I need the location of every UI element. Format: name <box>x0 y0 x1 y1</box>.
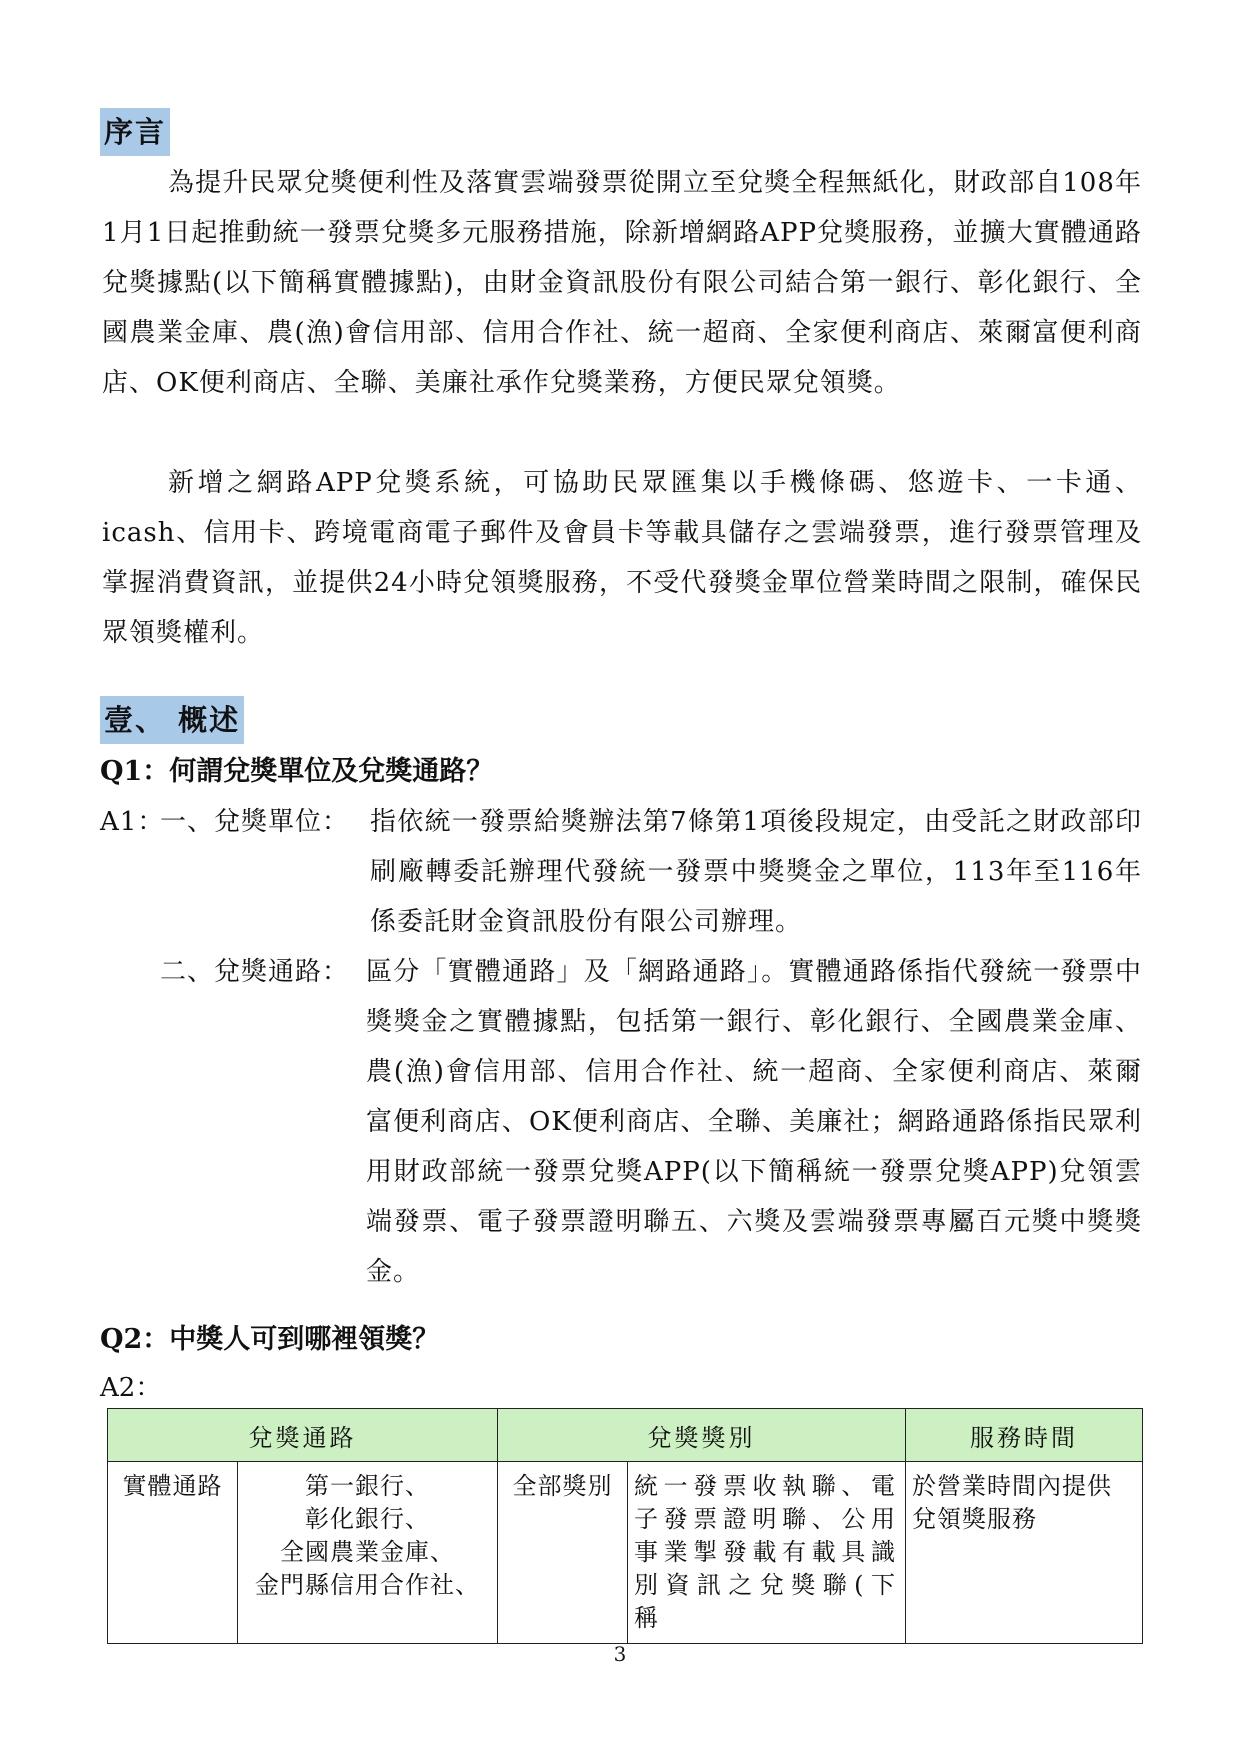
table-header-row <box>108 1409 1143 1462</box>
outlet-item: 彰化銀行、 <box>305 1505 430 1533</box>
header-channel: 兌獎通路 <box>108 1409 498 1462</box>
cell-service-time: 於營業時間內提供兌領獎服務 <box>906 1462 1143 1644</box>
table-row <box>108 1462 1143 1644</box>
redemption-channel-table <box>107 1408 1143 1644</box>
answer-1-item-2-label: 二、兌獎通路： <box>160 957 350 987</box>
cell-outlets <box>238 1462 498 1644</box>
overview-heading-text: 壹、 概述 <box>100 696 244 744</box>
answer-2-label: A2： <box>100 1373 162 1403</box>
preface-heading <box>100 108 170 156</box>
cell-prize-scope: 全部獎別 <box>498 1462 628 1644</box>
answer-1-item-1-text: 指依統一發票給獎辦法第7條第1項後段規定，由受託之財政部印刷廠轉委託辦理代發統一發票中獎獎金之單位，113年至116年係委託財金資訊股份有限公司辦理。 <box>370 807 1142 937</box>
preface-paragraph-2: 新增之網路APP兌獎系統，可協助民眾匯集以手機條碼、悠遊卡、一卡通、icash、信用卡、跨境電商電子郵件及會員卡等載具儲存之雲端發票，進行發票管理及掌握消費資訊，並提供24小時兌領獎服務，不受代發獎金單位營業時間之限制，確保民眾領獎權利。 <box>102 468 1142 648</box>
cell-channel: 實體通路 <box>108 1462 238 1644</box>
page-number: 3 <box>613 1642 627 1666</box>
header-prize-type: 兌獎獎別 <box>498 1409 906 1462</box>
cell-prize-description: 統一發票收執聯、電子發票證明聯、公用事業掣發載有載具識別資訊之兌獎聯(下稱 <box>628 1462 906 1644</box>
answer-1-item-1-label: 一、兌獎單位： <box>160 807 350 837</box>
question-1: Q1：何謂兌獎單位及兌獎通路？ <box>100 756 494 787</box>
outlet-item: 金門縣信用合作社、 <box>255 1571 480 1599</box>
outlet-item: 全國農業金庫、 <box>280 1538 455 1566</box>
overview-heading <box>100 696 244 744</box>
outlet-item: 第一銀行、 <box>305 1472 430 1500</box>
header-service-time: 服務時間 <box>906 1409 1143 1462</box>
preface-paragraph-1: 為提升民眾兌獎便利性及落實雲端發票從開立至兌獎全程無紙化，財政部自108年1月1日起推動統一發票兌獎多元服務措施，除新增網路APP兌獎服務，並擴大實體通路兌獎據點(以下簡稱實體據點)，由財金資訊股份有限公司結合第一銀行、彰化銀行、全國農業金庫、農(漁)會信用部、信用合作社、統一超商、全家便利商店、萊爾富便利商店、OK便利商店、全聯、美廉社承作兌獎業務，方便民眾兌領獎。 <box>102 168 1142 398</box>
question-2: Q2：中獎人可到哪裡領獎？ <box>100 1324 440 1355</box>
answer-1-label: A1： <box>100 807 165 837</box>
answer-1-item-2-text: 區分「實體通路」及「網路通路」。實體通路係指代發統一發票中獎獎金之實體據點，包括第一銀行、彰化銀行、全國農業金庫、農(漁)會信用部、信用合作社、統一超商、全家便利商店、萊爾富便利商店、OK便利商店、全聯、美廉社；網路通路係指民眾利用財政部統一發票兌獎APP(以下簡稱統一發票兌獎APP)兌領雲端發票、電子發票證明聯五、六獎及雲端發票專屬百元獎中獎獎金。 <box>366 957 1142 1287</box>
preface-heading-text: 序言 <box>100 108 170 156</box>
